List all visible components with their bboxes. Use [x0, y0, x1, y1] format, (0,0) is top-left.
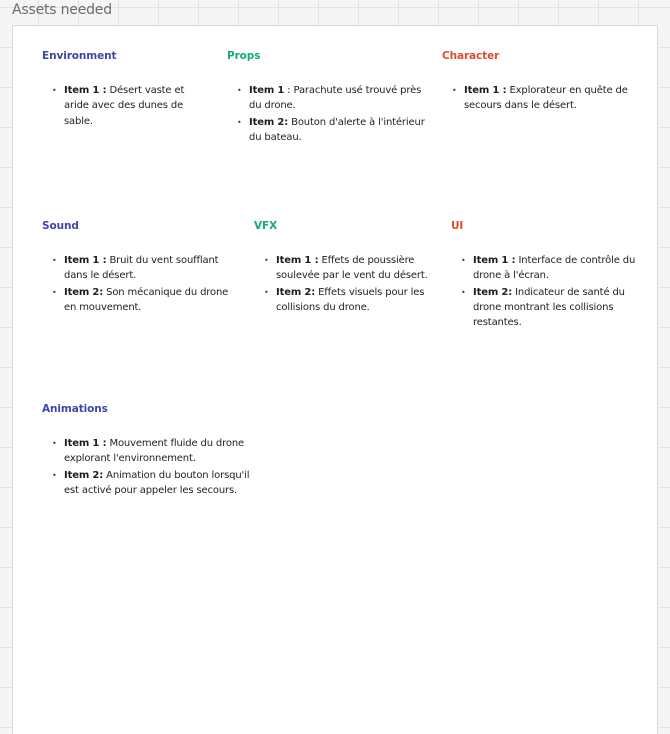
list-item — [64, 468, 257, 499]
item-key: Item 1 : — [64, 85, 107, 96]
item-text: Effets visuels pour les collisions du drone. — [276, 286, 425, 313]
section-title: Character — [442, 50, 500, 62]
item-key: Item 1 : — [473, 255, 516, 266]
item-text: Bruit du vent soufflant dans le désert. — [64, 255, 219, 282]
item-key: Item 2: — [64, 286, 104, 298]
item-key: Item 1 : — [64, 438, 107, 449]
item-text: Son mécanique du drone en mouvement. — [64, 286, 229, 313]
item-key: Item 2: — [276, 286, 316, 298]
list-item — [473, 285, 641, 331]
item-text: Explorateur en quête de secours dans le désert. — [464, 85, 628, 112]
item-key: Item 1 : — [64, 255, 107, 266]
section-character[interactable] — [442, 50, 637, 115]
list-item — [249, 115, 427, 146]
item-key: Item 2: — [64, 469, 104, 481]
section-list — [451, 253, 641, 330]
item-text: Désert vaste et aride avec des dunes de sable. — [64, 85, 185, 127]
section-list — [442, 83, 637, 114]
assets-frame — [12, 25, 658, 734]
section-sound[interactable] — [42, 220, 232, 316]
item-text: Mouvement fluide du drone explorant l'environnement. — [64, 438, 245, 465]
list-item — [276, 285, 444, 316]
item-text: : Parachute usé trouvé près du drone. — [249, 85, 422, 112]
section-list — [42, 83, 207, 129]
list-item — [464, 83, 637, 114]
section-list — [42, 436, 257, 498]
section-list — [254, 253, 444, 315]
item-text: Indicateur de santé du drone montrant les collisions restantes. — [473, 286, 625, 329]
list-item — [249, 83, 427, 114]
item-text: Interface de contrôle du drone à l'écran. — [473, 255, 636, 282]
section-title: Animations — [42, 403, 108, 415]
section-list — [42, 253, 232, 315]
section-title: Environment — [42, 50, 117, 62]
list-item — [64, 253, 232, 284]
section-list — [227, 83, 427, 145]
list-item — [64, 83, 207, 129]
list-item — [276, 253, 444, 284]
list-item — [64, 436, 257, 467]
section-title: UI — [451, 220, 464, 232]
section-environment[interactable] — [42, 50, 207, 130]
section-props[interactable] — [227, 50, 427, 146]
section-vfx[interactable] — [254, 220, 444, 316]
item-text: Effets de poussière soulevée par le vent du désert. — [276, 255, 428, 282]
item-key: Item 1 — [249, 85, 285, 96]
list-item — [473, 253, 641, 284]
section-animations[interactable] — [42, 403, 257, 499]
item-text: Animation du bouton lorsqu'il est activé pour appeler les secours. — [64, 469, 250, 496]
section-title: Props — [227, 50, 261, 62]
list-item — [64, 285, 232, 316]
section-title: Sound — [42, 220, 79, 232]
item-key: Item 2: — [249, 116, 289, 128]
item-text: Bouton d'alerte à l'intérieur du bateau. — [249, 116, 425, 143]
item-key: Item 2: — [473, 286, 513, 298]
section-title: VFX — [254, 220, 278, 232]
item-key: Item 1 : — [276, 255, 319, 266]
frame-title[interactable]: Assets needed — [12, 2, 112, 18]
item-key: Item 1 : — [464, 85, 507, 96]
section-ui[interactable] — [451, 220, 641, 331]
